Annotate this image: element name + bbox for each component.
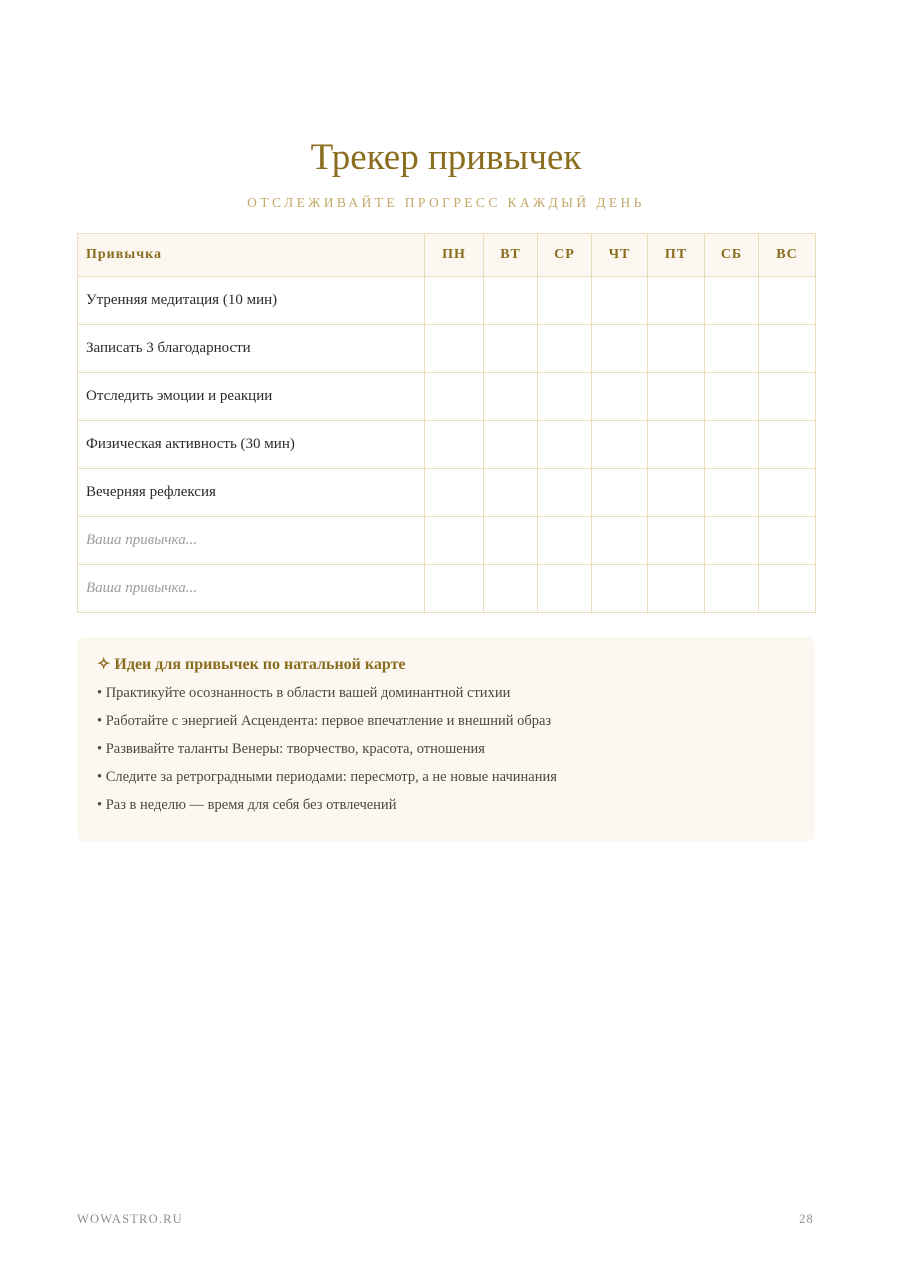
day-checkbox-cell[interactable] bbox=[648, 469, 705, 517]
page-number: 28 bbox=[799, 1212, 814, 1226]
day-header-sat: СБ bbox=[705, 234, 759, 277]
table-row bbox=[78, 373, 816, 421]
day-checkbox-cell[interactable] bbox=[592, 277, 648, 325]
day-header-fri: ПТ bbox=[648, 234, 705, 277]
day-checkbox-cell[interactable] bbox=[425, 373, 484, 421]
day-checkbox-cell[interactable] bbox=[592, 469, 648, 517]
day-header-wed: СР bbox=[538, 234, 592, 277]
day-checkbox-cell[interactable] bbox=[425, 469, 484, 517]
day-checkbox-cell[interactable] bbox=[538, 277, 592, 325]
day-checkbox-cell[interactable] bbox=[592, 565, 648, 613]
day-checkbox-cell[interactable] bbox=[705, 277, 759, 325]
day-header-mon: ПН bbox=[425, 234, 484, 277]
habit-label: Утренняя медитация (10 мин) bbox=[78, 277, 425, 325]
footer-site: WOWASTRO.RU bbox=[77, 1212, 183, 1226]
habit-column-header: Привычка bbox=[78, 234, 425, 277]
day-checkbox-cell[interactable] bbox=[484, 325, 538, 373]
day-checkbox-cell[interactable] bbox=[648, 565, 705, 613]
day-checkbox-cell[interactable] bbox=[648, 277, 705, 325]
day-checkbox-cell[interactable] bbox=[484, 421, 538, 469]
day-checkbox-cell[interactable] bbox=[538, 517, 592, 565]
day-checkbox-cell[interactable] bbox=[705, 373, 759, 421]
day-checkbox-cell[interactable] bbox=[538, 565, 592, 613]
habit-label: Вечерняя рефлексия bbox=[78, 469, 425, 517]
table-row bbox=[78, 421, 816, 469]
table-row bbox=[78, 277, 816, 325]
list-item: • Работайте с энергией Асцендента: первое впечатление и внешний образ bbox=[97, 713, 552, 729]
list-item: • Развивайте таланты Венеры: творчество, красота, отношения bbox=[97, 741, 485, 757]
day-checkbox-cell[interactable] bbox=[705, 517, 759, 565]
day-checkbox-cell[interactable] bbox=[592, 325, 648, 373]
day-checkbox-cell[interactable] bbox=[425, 421, 484, 469]
table-row bbox=[78, 325, 816, 373]
day-checkbox-cell[interactable] bbox=[759, 517, 816, 565]
page-title: Трекер привычек bbox=[310, 137, 582, 178]
list-item: • Практикуйте осознанность в области вашей доминантной стихии bbox=[97, 685, 511, 701]
table-header-row bbox=[78, 234, 816, 277]
day-checkbox-cell[interactable] bbox=[648, 325, 705, 373]
ideas-list bbox=[97, 684, 795, 814]
ideas-title: ✧ Идеи для привычек по натальной карте bbox=[97, 656, 406, 673]
day-checkbox-cell[interactable] bbox=[484, 565, 538, 613]
ideas-panel bbox=[77, 637, 815, 842]
day-checkbox-cell[interactable] bbox=[538, 325, 592, 373]
day-checkbox-cell[interactable] bbox=[484, 277, 538, 325]
day-checkbox-cell[interactable] bbox=[759, 277, 816, 325]
day-checkbox-cell[interactable] bbox=[484, 373, 538, 421]
day-checkbox-cell[interactable] bbox=[705, 325, 759, 373]
day-checkbox-cell[interactable] bbox=[759, 565, 816, 613]
day-header-thu: ЧТ bbox=[592, 234, 648, 277]
day-header-sun: ВС bbox=[759, 234, 816, 277]
day-checkbox-cell[interactable] bbox=[705, 421, 759, 469]
habit-rows bbox=[78, 277, 816, 613]
day-checkbox-cell[interactable] bbox=[705, 565, 759, 613]
page-subtitle: ОТСЛЕЖИВАЙТЕ ПРОГРЕСС КАЖДЫЙ ДЕНЬ bbox=[247, 195, 645, 210]
day-checkbox-cell[interactable] bbox=[759, 421, 816, 469]
day-checkbox-cell[interactable] bbox=[425, 277, 484, 325]
day-checkbox-cell[interactable] bbox=[425, 517, 484, 565]
table-row bbox=[78, 469, 816, 517]
day-checkbox-cell[interactable] bbox=[538, 421, 592, 469]
day-checkbox-cell[interactable] bbox=[538, 373, 592, 421]
habit-label: Записать 3 благодарности bbox=[78, 325, 425, 373]
habit-tracker-table bbox=[77, 233, 816, 613]
day-checkbox-cell[interactable] bbox=[425, 325, 484, 373]
day-checkbox-cell[interactable] bbox=[648, 373, 705, 421]
day-checkbox-cell[interactable] bbox=[484, 517, 538, 565]
day-checkbox-cell[interactable] bbox=[484, 469, 538, 517]
list-item: • Раз в неделю — время для себя без отвлечений bbox=[97, 797, 397, 813]
day-checkbox-cell[interactable] bbox=[425, 565, 484, 613]
table-row bbox=[78, 565, 816, 613]
day-checkbox-cell[interactable] bbox=[592, 373, 648, 421]
table-row bbox=[78, 517, 816, 565]
day-checkbox-cell[interactable] bbox=[648, 421, 705, 469]
day-checkbox-cell[interactable] bbox=[759, 373, 816, 421]
day-checkbox-cell[interactable] bbox=[705, 469, 759, 517]
day-checkbox-cell[interactable] bbox=[759, 469, 816, 517]
day-checkbox-cell[interactable] bbox=[759, 325, 816, 373]
day-checkbox-cell[interactable] bbox=[592, 517, 648, 565]
habit-label: Отследить эмоции и реакции bbox=[78, 373, 425, 421]
habit-label: Физическая активность (30 мин) bbox=[78, 421, 425, 469]
custom-habit-placeholder[interactable]: Ваша привычка... bbox=[78, 517, 425, 565]
day-checkbox-cell[interactable] bbox=[648, 517, 705, 565]
day-checkbox-cell[interactable] bbox=[592, 421, 648, 469]
day-header-tue: ВТ bbox=[484, 234, 538, 277]
custom-habit-placeholder[interactable]: Ваша привычка... bbox=[78, 565, 425, 613]
day-checkbox-cell[interactable] bbox=[538, 469, 592, 517]
list-item: • Следите за ретроградными периодами: пересмотр, а не новые начинания bbox=[97, 769, 557, 785]
